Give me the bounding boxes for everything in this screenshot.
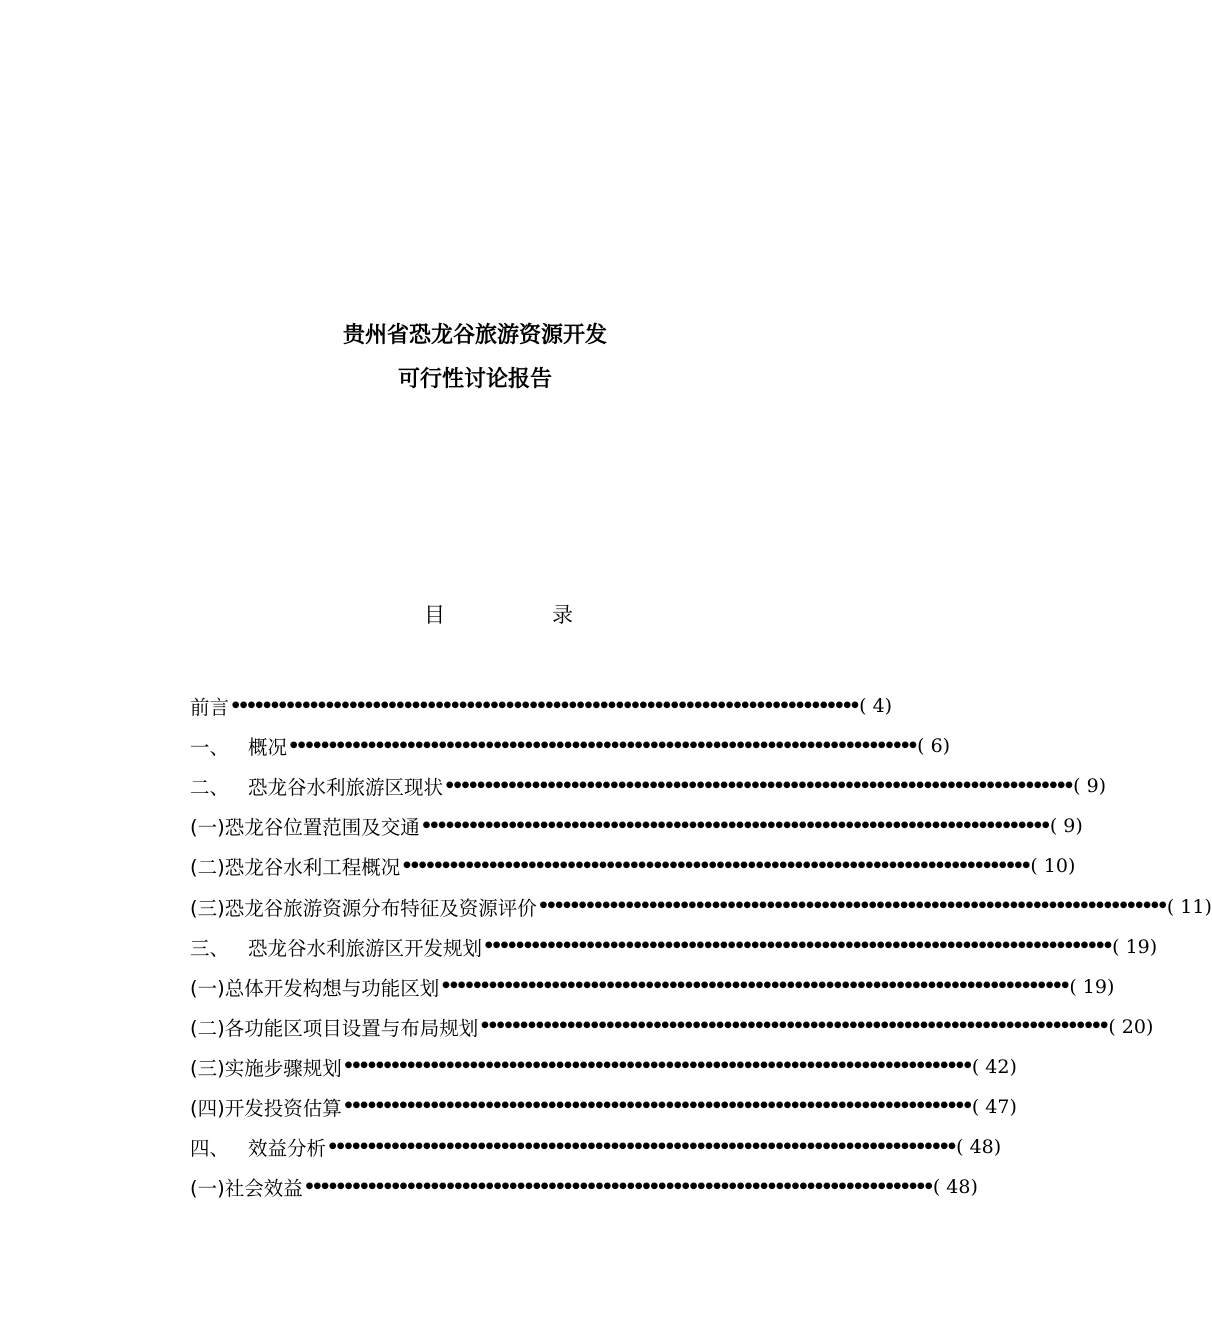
toc-entry-text: 恐龙谷水利旅游区开发规划: [248, 936, 483, 960]
toc-entry-text: 恐龙谷位置范围及交通: [224, 816, 420, 840]
toc-page-number: ( 48): [932, 1176, 978, 1199]
toc-leader-dots: ••••••••••••••••••••••••••••••••••••••••••••••••••••••••••••••••••••••••••••••••: [440, 975, 1068, 998]
toc-leader-dots: ••••••••••••••••••••••••••••••••••••••••••••••••••••••••••••••••••••••••••••••••: [342, 1055, 970, 1078]
toc-entry-number: 三、: [190, 936, 230, 960]
toc-entry[interactable]: [190, 927, 1158, 967]
toc-page-number: ( 6): [917, 735, 951, 758]
toc-leader-dots: ••••••••••••••••••••••••••••••••••••••••••••••••••••••••••••••••••••••••••••••••: [420, 814, 1048, 837]
toc-page-number: ( 10): [1030, 855, 1076, 878]
toc-entry-number: (一): [190, 976, 225, 1000]
toc-entry-text: 恐龙谷水利工程概况: [224, 856, 401, 880]
toc-entry[interactable]: [190, 686, 893, 726]
toc-leader-dots: ••••••••••••••••••••••••••••••••••••••••••••••••••••••••••••••••••••••••••••••••: [303, 1175, 931, 1198]
toc-entry[interactable]: [190, 1047, 1017, 1087]
toc-entry[interactable]: [190, 1167, 978, 1207]
toc-entry-number: (二): [190, 856, 225, 880]
toc-page-number: ( 47): [971, 1095, 1017, 1118]
toc-leader-dots: ••••••••••••••••••••••••••••••••••••••••••••••••••••••••••••••••••••••••••••••••: [444, 774, 1072, 797]
toc-entry-number: 四、: [190, 1137, 230, 1161]
table-of-contents: [190, 686, 1212, 1207]
toc-entry-text: 恐龙谷水利旅游区现状: [248, 776, 444, 800]
toc-page-number: ( 19): [1112, 935, 1158, 958]
toc-entry[interactable]: [190, 726, 951, 766]
toc-page-number: ( 48): [956, 1136, 1002, 1159]
toc-entry-number: 二、: [190, 776, 230, 800]
toc-page-number: ( 4): [859, 695, 893, 718]
toc-leader-dots: ••••••••••••••••••••••••••••••••••••••••••••••••••••••••••••••••••••••••••••••••: [483, 935, 1111, 958]
toc-entry-number: (一): [190, 816, 225, 840]
toc-entry-text: 前言: [190, 696, 230, 720]
toc-entry-number: (四): [190, 1096, 225, 1120]
toc-entry-number: (三): [190, 896, 225, 920]
toc-entry-number: 一、: [190, 736, 230, 760]
toc-entry[interactable]: [190, 1127, 1002, 1167]
toc-page-number: ( 42): [971, 1055, 1017, 1078]
toc-entry-text: 开发投资估算: [224, 1096, 342, 1120]
toc-entry[interactable]: [190, 967, 1115, 1007]
toc-entry[interactable]: [190, 806, 1083, 846]
toc-leader-dots: ••••••••••••••••••••••••••••••••••••••••••••••••••••••••••••••••••••••••••••••••: [537, 895, 1165, 918]
toc-entry-number: (一): [190, 1177, 225, 1201]
toc-leader-dots: ••••••••••••••••••••••••••••••••••••••••••••••••••••••••••••••••••••••••••••••••: [342, 1095, 970, 1118]
toc-entry-text: 概况: [248, 736, 288, 760]
toc-heading-right: 录: [552, 603, 573, 627]
toc-leader-dots: ••••••••••••••••••••••••••••••••••••••••••••••••••••••••••••••••••••••••••••••••: [479, 1015, 1107, 1038]
toc-entry[interactable]: [190, 1007, 1154, 1047]
toc-leader-dots: ••••••••••••••••••••••••••••••••••••••••••••••••••••••••••••••••••••••••••••••••: [288, 734, 916, 757]
toc-page-number: ( 9): [1073, 775, 1107, 798]
toc-leader-dots: ••••••••••••••••••••••••••••••••••••••••••••••••••••••••••••••••••••••••••••••••: [327, 1135, 955, 1158]
title-line-1: 贵州省恐龙谷旅游资源开发: [342, 323, 607, 348]
toc-leader-dots: ••••••••••••••••••••••••••••••••••••••••••••••••••••••••••••••••••••••••••••••••: [230, 694, 858, 717]
toc-entry-text: 社会效益: [224, 1177, 303, 1201]
title-line-2: 可行性讨论报告: [397, 367, 552, 392]
toc-entry-text: 总体开发构想与功能区划: [224, 976, 440, 1000]
toc-page-number: ( 9): [1049, 815, 1083, 838]
toc-entry-text: 恐龙谷旅游资源分布特征及资源评价: [224, 896, 537, 920]
toc-heading-left: 目: [424, 603, 445, 627]
toc-entry-text: 实施步骤规划: [224, 1056, 342, 1080]
toc-entry[interactable]: [190, 1087, 1017, 1127]
toc-page-number: ( 11): [1166, 895, 1212, 918]
toc-entry[interactable]: [190, 886, 1212, 926]
toc-page-number: ( 19): [1069, 975, 1115, 998]
toc-page-number: ( 20): [1108, 1015, 1154, 1038]
toc-leader-dots: ••••••••••••••••••••••••••••••••••••••••••••••••••••••••••••••••••••••••••••••••: [401, 854, 1029, 877]
toc-entry[interactable]: [190, 766, 1107, 806]
toc-entry-number: (三): [190, 1056, 225, 1080]
toc-entry[interactable]: [190, 846, 1076, 886]
toc-entry-text: 效益分析: [248, 1137, 327, 1161]
toc-entry-text: 各功能区项目设置与布局规划: [224, 1016, 479, 1040]
toc-entry-number: (二): [190, 1016, 225, 1040]
document-title: [0, 316, 950, 404]
